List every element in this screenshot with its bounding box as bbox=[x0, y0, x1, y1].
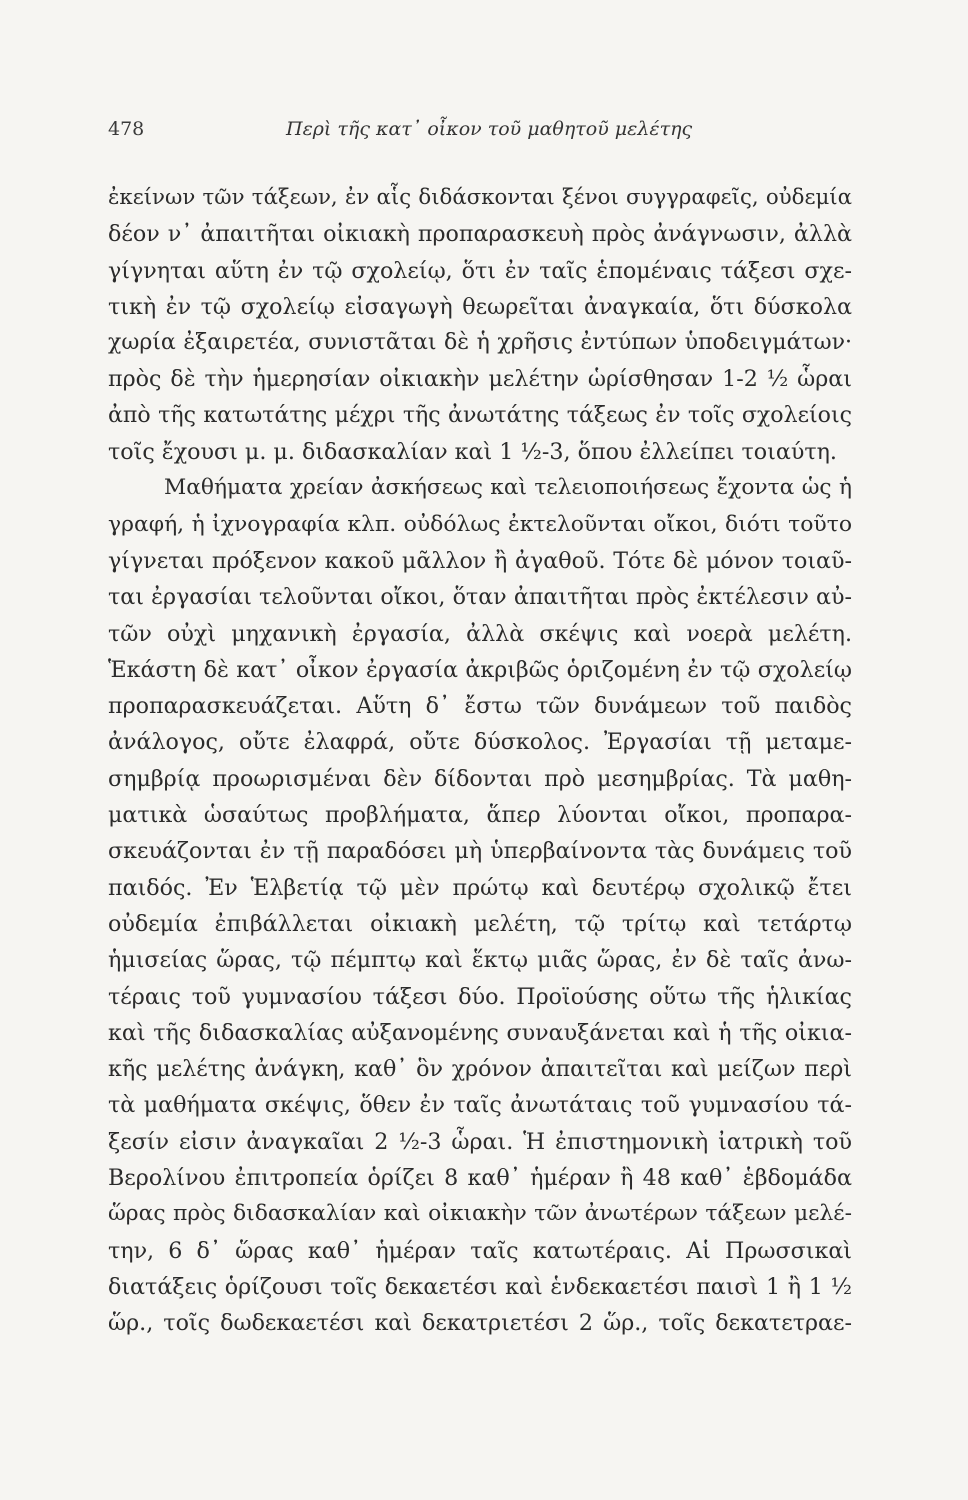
text-line: ἡμισείας ὥρας, τῷ πέμπτῳ καὶ ἕκτῳ μιᾶς ὥρας, ἐν δὲ ταῖς ἀνω- bbox=[108, 947, 852, 974]
text-line: καὶ τῆς διδασκαλίας αὐξανομένης συναυξάνεται καὶ ἡ τῆς οἰκια- bbox=[108, 1019, 852, 1046]
text-line: κῆς μελέτης ἀνάγκη, καθ᾽ ὃν χρόνον ἀπαιτεῖται καὶ μείζων περὶ bbox=[108, 1056, 852, 1083]
text-line: Μαθήματα χρείαν ἀσκήσεως καὶ τελειοποιήσεως ἔχοντα ὡς ἡ bbox=[164, 475, 852, 501]
text-line: ὥρ., τοῖς δωδεκαετέσι καὶ δεκατριετέσι 2 ὥρ., τοῖς δεκατετραε- bbox=[108, 1310, 852, 1337]
text-line: τέραις τοῦ γυμνασίου τάξεσι δύο. Προϊούσης οὕτω τῆς ἡλικίας bbox=[108, 983, 852, 1010]
body-text bbox=[108, 180, 852, 1342]
text-line: γίγνεται πρόξενον κακοῦ μᾶλλον ἢ ἀγαθοῦ. Τότε δὲ μόνον τοιαῦ- bbox=[108, 547, 852, 574]
text-line: σημβρίᾳ προωρισμέναι δὲν δίδονται πρὸ μεσημβρίας. Τὰ μαθη- bbox=[108, 765, 852, 792]
text-line: χωρία ἐξαιρετέα, συνιστᾶται δὲ ἡ χρῆσις ἐντύπων ὑποδειγμάτων· bbox=[108, 330, 852, 356]
text-line: Ἑκάστη δὲ κατ᾽ οἶκον ἐργασία ἀκριβῶς ὁριζομένη ἐν τῷ σχολείῳ bbox=[108, 656, 852, 683]
text-line: γραφή, ἡ ἰχνογραφία κλπ. οὐδόλως ἐκτελοῦνται οἴκοι, διότι τοῦτο bbox=[108, 511, 852, 537]
text-line: ἀπὸ τῆς κατωτάτης μέχρι τῆς ἀνωτάτης τάξεως ἐν τοῖς σχολείοις bbox=[108, 402, 852, 428]
text-line: την, 6 δ᾽ ὥρας καθ᾽ ἡμέραν ταῖς κατωτέραις. Αἱ Πρωσσικαὶ bbox=[108, 1237, 852, 1264]
text-line: οὐδεμία ἐπιβάλλεται οἰκιακὴ μελέτη, τῷ τρίτῳ καὶ τετάρτῳ bbox=[108, 910, 852, 937]
text-line: δέον ν᾽ ἀπαιτῆται οἰκιακὴ προπαρασκευὴ πρὸς ἀνάγνωσιν, ἀλλὰ bbox=[108, 221, 852, 248]
text-line: τοῖς ἔχουσι μ. μ. διδασκαλίαν καὶ 1 ½-3, ὅπου ἐλλείπει τοιαύτη. bbox=[108, 439, 837, 466]
page-number: 478 bbox=[108, 118, 145, 140]
text-line: ξεσίν εἰσιν ἀναγκαῖαι 2 ½-3 ὧραι. Ἡ ἐπιστημονικὴ ἰατρικὴ τοῦ bbox=[108, 1128, 852, 1155]
text-line: τικὴ ἐν τῷ σχολείῳ εἰσαγωγὴ θεωρεῖται ἀναγκαία, ὅτι δύσκολα bbox=[108, 293, 852, 320]
text-line: ἐκείνων τῶν τάξεων, ἐν αἷς διδάσκονται ξένοι συγγραφεῖς, οὐδεμία bbox=[108, 185, 852, 210]
running-title: Περὶ τῆς κατ᾽ οἶκον τοῦ μαθητοῦ μελέτης bbox=[286, 118, 693, 140]
page-header bbox=[108, 118, 868, 148]
text-line: Βερολίνου ἐπιτροπεία ὁρίζει 8 καθ᾽ ἡμέραν ἢ 48 καθ᾽ ἑβδομάδα bbox=[108, 1165, 852, 1192]
text-line: ἀνάλογος, οὔτε ἐλαφρά, οὔτε δύσκολος. Ἐργασίαι τῇ μεταμε- bbox=[108, 729, 852, 756]
text-line: τὰ μαθήματα σκέψις, ὅθεν ἐν ταῖς ἀνωτάταις τοῦ γυμνασίου τά- bbox=[108, 1092, 852, 1119]
text-line: ὥρας πρὸς διδασκαλίαν καὶ οἰκιακὴν τῶν ἀνωτέρων τάξεων μελέ- bbox=[108, 1201, 852, 1227]
text-line: προπαρασκευάζεται. Αὕτη δ᾽ ἔστω τῶν δυνάμεων τοῦ παιδὸς bbox=[108, 693, 852, 720]
text-line: ματικὰ ὡσαύτως προβλήματα, ἅπερ λύονται οἴκοι, προπαρα- bbox=[108, 802, 852, 829]
text-line: διατάξεις ὁρίζουσι τοῖς δεκαετέσι καὶ ἑνδεκαετέσι παισὶ 1 ἢ 1 ½ bbox=[108, 1273, 852, 1300]
text-line: σκευάζονται ἐν τῇ παραδόσει μὴ ὑπερβαίνοντα τὰς δυνάμεις τοῦ bbox=[108, 838, 852, 865]
text-line: γίγνηται αὕτη ἐν τῷ σχολείῳ, ὅτι ἐν ταῖς ἑπομέναις τάξεσι σχε- bbox=[108, 257, 852, 284]
text-line: πρὸς δὲ τὴν ἡμερησίαν οἰκιακὴν μελέτην ὡρίσθησαν 1-2 ½ ὧραι bbox=[108, 366, 852, 393]
text-line: τῶν οὐχὶ μηχανικὴ ἐργασία, ἀλλὰ σκέψις καὶ νοερὰ μελέτη. bbox=[108, 620, 852, 647]
text-line: ται ἐργασίαι τελοῦνται οἴκοι, ὅταν ἀπαιτῆται πρὸς ἐκτέλεσιν αὐ- bbox=[108, 584, 852, 611]
text-line: παιδός. Ἐν Ἑλβετίᾳ τῷ μὲν πρώτῳ καὶ δευτέρῳ σχολικῷ ἔτει bbox=[108, 874, 852, 901]
